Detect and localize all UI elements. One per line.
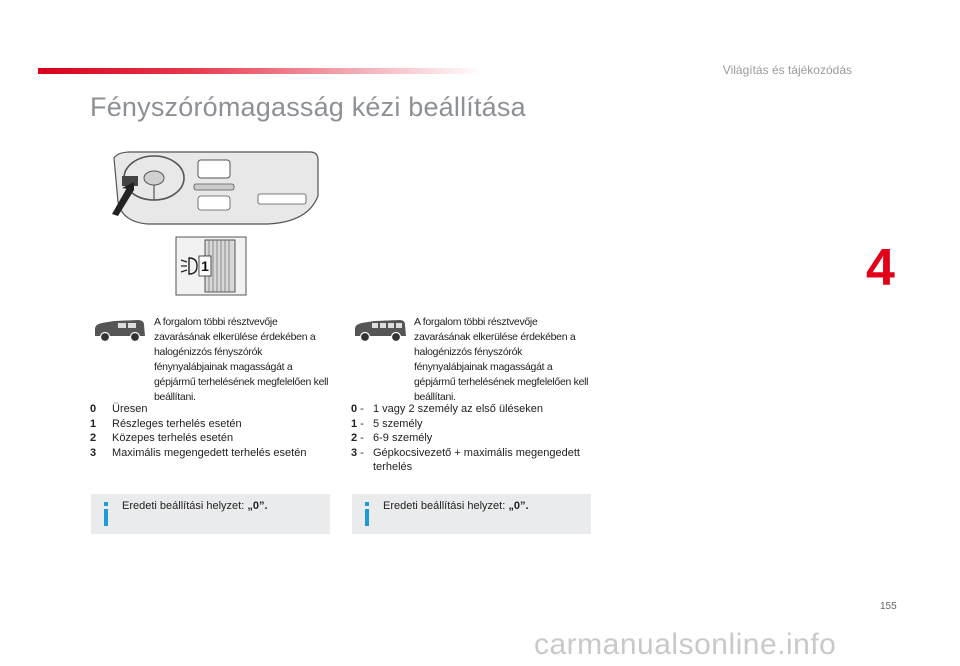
load-warning-text: A forgalom többi résztvevője zavarásának elkerülése érdekében a halogénizzós fényszórók fénynyalábjainak magasságát a gépjármű terhelésének megfelelően kell beállítani.	[154, 316, 329, 403]
list-item: 1 Részleges terhelés esetén	[90, 417, 242, 430]
info-text: Eredeti beállítási helyzet: „0”.	[122, 500, 268, 512]
page-title: Fényszórómagasság kézi beállítása	[90, 92, 526, 122]
list-item: 3 Maximális megengedett terhelés esetén	[90, 446, 307, 459]
watermark: carmanualsonline.info	[534, 628, 837, 661]
load-warning-text: A forgalom többi résztvevője zavarásának elkerülése érdekében a halogénizzós fényszórók fénynyalábjainak magasságát a gépjármű terhelésének megfelelően kell beállítani.	[414, 316, 589, 403]
dashboard-illustration	[108, 150, 320, 230]
list-item: 1 - 5 személy	[351, 417, 423, 430]
list-item: 3 - Gépkocsivezető + maximális megengedett terhelés	[351, 446, 580, 473]
knob-position-label: 1	[201, 258, 209, 274]
load-position-list	[90, 402, 330, 460]
list-item: 2 Közepes terhelés esetén	[90, 432, 234, 444]
header-accent-bar	[38, 68, 483, 74]
van-short-icon	[92, 316, 148, 344]
info-icon	[101, 502, 111, 526]
info-box	[352, 494, 591, 534]
info-icon	[362, 502, 372, 526]
list-item: 0 Üresen	[90, 403, 148, 415]
section-title: Világítás és tájékozódás	[722, 63, 852, 77]
van-passenger-icon	[352, 316, 408, 344]
info-text: Eredeti beállítási helyzet: „0”.	[383, 500, 529, 512]
load-position-list	[351, 402, 591, 475]
page-number: 155	[880, 601, 897, 612]
list-item: 0 - 1 vagy 2 személy az első üléseken	[351, 403, 543, 415]
chapter-number: 4	[866, 239, 895, 297]
list-item: 2 - 6-9 személy	[351, 432, 433, 444]
info-box	[91, 494, 330, 534]
headlamp-adjustment-knob	[175, 236, 247, 296]
